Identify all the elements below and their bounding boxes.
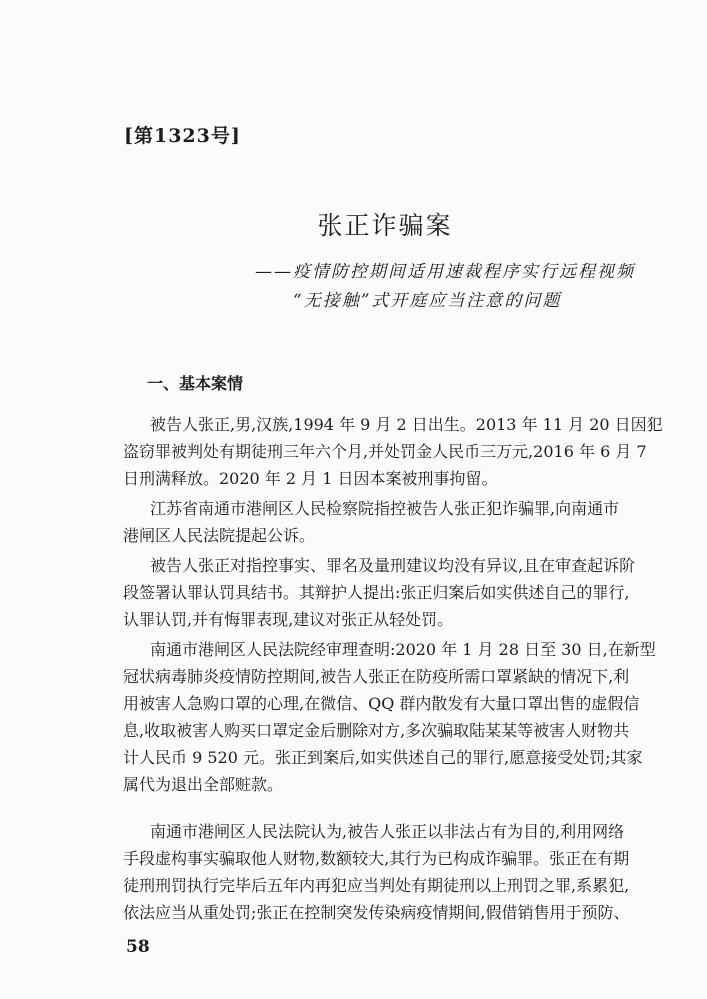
paragraph-line: 计人民币 9 520 元。张正到案后,如实供述自己的罪行,愿意接受处罚;其家: [123, 748, 643, 767]
paragraph-line: 徒刑刑罚执行完毕后五年内再犯应当判处有期徒刑以上刑罚之罪,系累犯,: [123, 876, 630, 895]
paragraph-line: 息,收取被害人购买口罩定金后删除对方,多次骗取陆某某等被害人财物共: [123, 721, 630, 740]
section-heading: 一、基本案情: [147, 374, 244, 393]
paragraph-line: 手段虚构事实骗取他人财物,数额较大,其行为已构成诈骗罪。张正在有期: [123, 849, 630, 868]
case-number: [第1323号]: [124, 125, 241, 147]
paragraph-line: 认罪认罚,并有悔罪表现,建议对张正从轻处罚。: [123, 610, 454, 629]
paragraph-line: 日刑满释放。2020 年 2 月 1 日因本案被刑事拘留。: [123, 469, 498, 488]
paragraph-line: 属代为退出全部赃款。: [123, 775, 284, 794]
page-number: 58: [126, 937, 150, 957]
paragraph-line: 南通市港闸区人民法院经审理查明:2020 年 1 月 28 日至 30 日,在新型: [150, 640, 656, 659]
subtitle-line-1: ——疫情防控期间适用速裁程序实行远程视频: [255, 262, 635, 282]
paragraph-line: 段签署认罪认罚具结书。其辩护人提出:张正归案后如实供述自己的罪行,: [123, 583, 630, 602]
paragraph-line: 被告人张正对指控事实、罪名及量刑建议均没有异议,且在审查起诉阶: [150, 556, 636, 575]
paragraph-line: 依法应当从重处罚;张正在控制突发传染病疫情期间,假借销售用于预防、: [123, 903, 630, 922]
page-title: 张正诈骗案: [317, 211, 453, 240]
paragraph-line: 港闸区人民法院提起公诉。: [123, 526, 316, 545]
paragraph-line: 用被害人急购口罩的心理,在微信、QQ 群内散发有大量口罩出售的虚假信: [123, 694, 640, 713]
paragraph-line: 江苏省南通市港闸区人民检察院指控被告人张正犯诈骗罪,向南通市: [150, 499, 620, 518]
subtitle-line-2: “无接触”式开庭应当注意的问题: [293, 291, 562, 311]
paragraph-line: 盗窃罪被判处有期徒刑三年六个月,并处罚金人民币三万元,2016 年 6 月 7: [123, 442, 647, 461]
paragraph-line: 冠状病毒肺炎疫情防控期间,被告人张正在防疫所需口罩紧缺的情况下,利: [123, 667, 630, 686]
paragraph-line: 被告人张正,男,汉族,1994 年 9 月 2 日出生。2013 年 11 月 20 日因犯: [150, 415, 663, 434]
paragraph-line: 南通市港闸区人民法院认为,被告人张正以非法占有为目的,利用网络: [150, 822, 625, 841]
